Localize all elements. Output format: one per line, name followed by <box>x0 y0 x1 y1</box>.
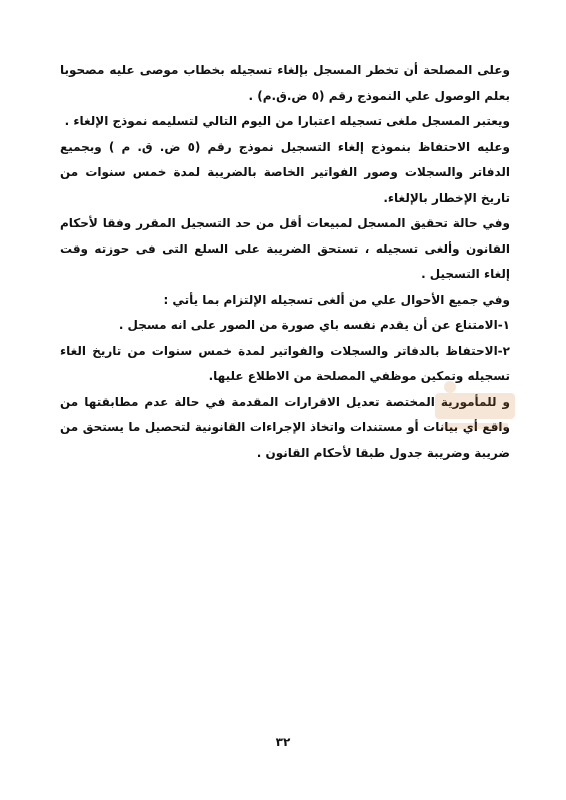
paragraph-1: وعلى المصلحة أن تخطر المسجل بإلغاء تسجيله بخطاب موصى عليه مصحوبا بعلم الوصول علي النموذج رقم (٥ ض.ق.م) . <box>60 63 510 103</box>
paragraph-2: ويعتبر المسجل ملغى تسجيله اعتبارا من اليوم التالي لتسليمه نموذج الإلغاء . <box>64 114 510 128</box>
paragraph-6: و للمأمورية المختصة تعديل الاقرارات المقدمة في حالة عدم مطابقتها من واقع أي بيانات أو مستندات واتخاذ الإجراءات القانونية لتحصيل ما يستحق من ضريبة وضريبة جدول طبقا لأحكام القانون . <box>60 394 510 460</box>
paragraph-4: وفي حالة تحقيق المسجل لمبيعات أقل من حد التسجيل المقرر وفقا لأحكام القانون وألغى تسجيله ، تستحق الضريبة على السلع التى فى حوزته وقت إلغاء التسجيل . <box>60 216 510 281</box>
page-number: ٣٢ <box>275 735 291 749</box>
list-item-2: ٢-الاحتفاظ بالدفاتر والسجلات والفواتير لمدة خمس سنوات من تاريخ الغاء تسجيله وتمكين موظفي المصلحة من الاطلاع عليها. <box>60 343 510 383</box>
list-item-1: ١-الامتناع عن أن يقدم نفسه باي صورة من الصور على انه مسجل . <box>118 318 510 332</box>
paragraph-3: وعليه الاحتفاظ بنموذج إلغاء التسجيل نموذج رقم (٥ ض. ق. م ) وبجميع الدفاتر والسجلات وصور الفواتير الخاصة بالضريبة لمدة خمس سنوات من تاريخ الإخطار بالإلغاء. <box>60 139 510 205</box>
watermark-logo-icon <box>430 375 520 435</box>
paragraph-5: وفي جميع الأحوال علي من ألغى تسجيله الإلتزام بما يأتي : <box>163 292 510 307</box>
